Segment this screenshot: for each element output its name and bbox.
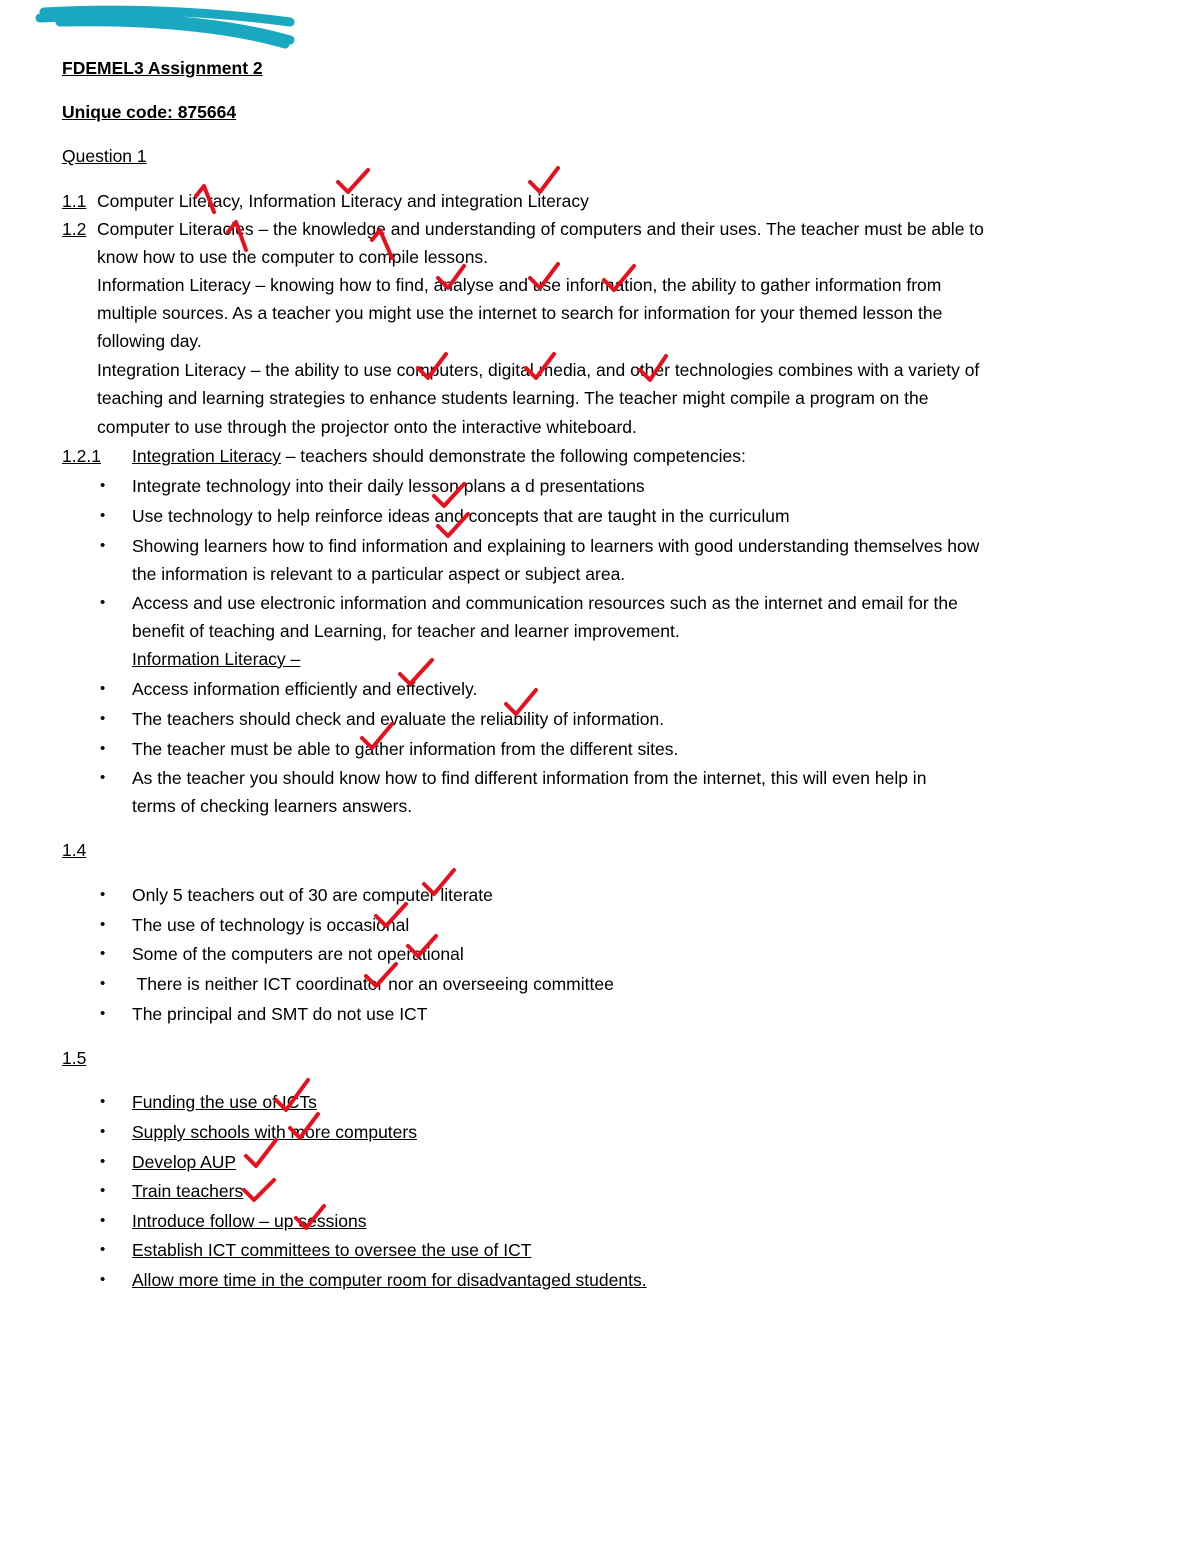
q1-2-line: teaching and learning strategies to enhance students learning. The teacher might compile a program on the	[97, 388, 929, 408]
q1-2-line: Integration Literacy – the ability to use computers, digital media, and other technologies combines with a variety of	[97, 360, 980, 380]
q1-2-line: following day.	[97, 331, 202, 351]
bullet-glyph: •	[100, 710, 106, 727]
q1-2-line: computer to use through the projector onto the interactive whiteboard.	[97, 417, 637, 437]
q1-2-1-heading-line	[132, 445, 746, 467]
list-item: The principal and SMT do not use ICT	[132, 1004, 428, 1024]
list-item: Only 5 teachers out of 30 are computer literate	[132, 885, 493, 905]
list-item-continuation: terms of checking learners answers.	[132, 796, 413, 816]
question-heading: Question 1	[62, 146, 147, 166]
bullet-glyph: •	[100, 1123, 106, 1140]
tick-mark-icon	[246, 1140, 276, 1166]
q1-2-number: 1.2	[62, 219, 87, 239]
bullet-glyph: •	[100, 507, 106, 524]
q1-2-1-number: 1.2.1	[62, 446, 101, 466]
q1-2-line: Information Literacy – knowing how to find, analyse and use information, the ability to gather information from	[97, 275, 942, 295]
list-item-continuation: the information is relevant to a particular aspect or subject area.	[132, 564, 626, 584]
list-item: Funding the use of ICTs	[132, 1092, 317, 1112]
tick-mark-icon	[244, 1180, 274, 1200]
assignment-title: FDEMEL3 Assignment 2	[62, 58, 263, 78]
bullet-glyph: •	[100, 1005, 106, 1022]
q1-1-answer: Computer Literacy, Information Literacy and integration Literacy	[97, 191, 589, 211]
information-literacy-heading: Information Literacy –	[132, 649, 301, 669]
list-item-continuation: benefit of teaching and Learning, for teacher and learner improvement.	[132, 621, 680, 641]
bullet-glyph: •	[100, 680, 106, 697]
list-item: Some of the computers are not operational	[132, 944, 464, 964]
list-item: Supply schools with more computers	[132, 1122, 417, 1142]
q1-2-line: Computer Literacies – the knowledge and understanding of computers and their uses. The teacher must be able to	[97, 219, 984, 239]
q1-1-number: 1.1	[62, 191, 87, 211]
tick-mark-icon	[338, 170, 368, 192]
bullet-glyph: •	[100, 740, 106, 757]
redaction-scribble	[0, 0, 1200, 60]
bullet-glyph: •	[100, 1212, 106, 1229]
list-item: Train teachers	[132, 1181, 244, 1201]
bullet-glyph: •	[100, 1153, 106, 1170]
q1-2-1-heading-rest: – teachers should demonstrate the following competencies:	[280, 446, 746, 466]
bullet-glyph: •	[100, 1093, 106, 1110]
q1-2-1-heading: Integration Literacy	[132, 446, 281, 466]
bullet-glyph: •	[100, 975, 106, 992]
list-item: Develop AUP	[132, 1152, 237, 1172]
list-item: As the teacher you should know how to find different information from the internet, this will even help in	[132, 768, 927, 788]
q1-4-number: 1.4	[62, 840, 87, 860]
bullet-glyph: •	[100, 594, 106, 611]
q1-5-number: 1.5	[62, 1048, 87, 1068]
list-item: Introduce follow – up sessions	[132, 1211, 367, 1231]
list-item: Integrate technology into their daily lesson plans a d presentations	[132, 476, 645, 496]
list-item: There is neither ICT coordinator nor an overseeing committee	[132, 974, 614, 994]
list-item: Establish ICT committees to oversee the use of ICT	[132, 1240, 532, 1260]
list-item: The teachers should check and evaluate the reliability of information.	[132, 709, 665, 729]
bullet-glyph: •	[100, 1241, 106, 1258]
bullet-glyph: •	[100, 1271, 106, 1288]
list-item: Access and use electronic information and communication resources such as the internet and email for the	[132, 593, 958, 613]
bullet-glyph: •	[100, 1182, 106, 1199]
list-item: Use technology to help reinforce ideas and concepts that are taught in the curriculum	[132, 506, 790, 526]
bullet-glyph: •	[100, 916, 106, 933]
bullet-glyph: •	[100, 886, 106, 903]
bullet-glyph: •	[100, 477, 106, 494]
list-item: Access information efficiently and effectively.	[132, 679, 478, 699]
bullet-glyph: •	[100, 769, 106, 786]
bullet-glyph: •	[100, 945, 106, 962]
list-item: The use of technology is occasional	[132, 915, 410, 935]
list-item: Showing learners how to find information and explaining to learners with good understanding themselves how	[132, 536, 980, 556]
bullet-glyph: •	[100, 537, 106, 554]
list-item: Allow more time in the computer room for disadvantaged students.	[132, 1270, 647, 1290]
q1-2-line: multiple sources. As a teacher you might use the internet to search for information for your themed lesson the	[97, 303, 943, 323]
unique-code: Unique code: 875664	[62, 102, 237, 122]
list-item: The teacher must be able to gather information from the different sites.	[132, 739, 679, 759]
q1-2-line: know how to use the computer to compile lessons.	[97, 247, 489, 267]
tick-mark-icon	[530, 168, 558, 192]
